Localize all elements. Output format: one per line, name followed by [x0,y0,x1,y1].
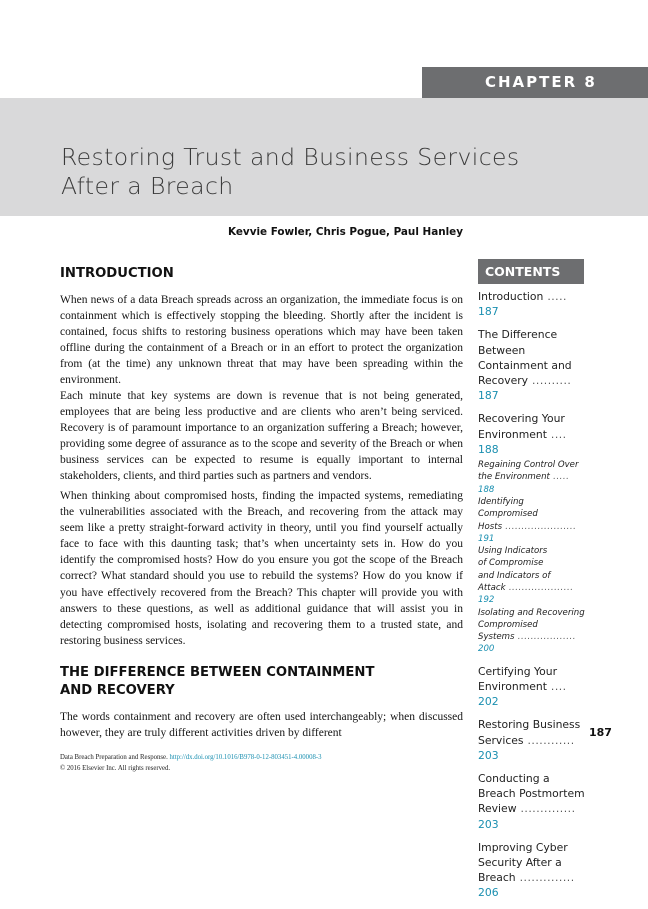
toc-line: Recovery [478,374,529,388]
toc-line: Security After a [478,856,562,870]
toc-page-number[interactable]: 202 [478,695,499,709]
toc-line: Recovering Your [478,412,565,426]
toc-line: of Compromise [478,558,544,569]
toc-line: Hosts [478,521,503,532]
toc-page-number[interactable]: 191 [478,533,495,544]
toc-subentry[interactable] [478,607,586,656]
toc-entry[interactable] [478,327,586,403]
toc-line: Certifying Your [478,664,558,678]
difference-heading-line-1: THE DIFFERENCE BETWEEN CONTAINMENT [60,665,375,680]
toc-line: Regaining Control Over [478,460,579,471]
toc-line: Identifying Compromised [478,496,538,520]
toc-leader-dots: ..... [549,472,570,483]
toc-leader-dots: ...................... [502,521,577,532]
difference-paragraph: The words containment and recovery are often used interchangeably; when discussed however, they are truly different activities driven by different [60,711,463,740]
toc-page-number[interactable]: 203 [478,748,499,762]
toc-line: Systems [478,632,515,643]
toc-page-number[interactable]: 192 [478,595,495,606]
footer-doi-link[interactable]: http://dx.doi.org/10.1016/B978-0-12-803451-4.00008-3 [169,754,322,761]
toc-page-number[interactable]: 200 [478,644,495,655]
toc-line: Review [478,802,517,816]
toc-entry[interactable] [478,289,586,319]
toc-entry[interactable] [478,771,586,832]
toc-line: Introduction [478,290,544,303]
toc-page-number[interactable]: 188 [478,442,499,456]
toc-page-number[interactable]: 187 [478,305,499,319]
toc-entry[interactable] [478,840,586,901]
toc-line: Environment [478,679,547,693]
difference-heading-line-2: AND RECOVERY [60,683,175,698]
chapter-label: CHAPTER 8 [422,67,648,98]
page-number: 187 [589,726,612,739]
intro-paragraph-2: Each minute that key systems are down is revenue that is not being generated, employees that are being less productive and are clients who aren’t being serviced. Recovery is of paramount importance to an organization suffering a Breach; however, providing some degree of assurance as to the scope and severity of the Breach or when business services can be expected to resume is equally important to internal stakeholders, clients, and third parties such as partners and vendors. [60,390,463,483]
toc-leader-dots: ..... [543,290,567,303]
toc-leader-dots: ............ [523,733,575,747]
toc-subentry[interactable] [478,545,586,606]
toc-line: The Difference [478,328,558,342]
toc-leader-dots: .............. [515,871,575,885]
toc-leader-dots: .............. [516,802,576,816]
toc-line: the Environment [478,472,550,483]
toc-line: Breach [478,871,516,885]
toc-line: Improving Cyber [478,840,568,854]
toc-entry[interactable] [478,411,586,457]
toc-line: Environment [478,427,547,441]
toc-line: Compromised [478,619,538,630]
toc-line: Services [478,733,524,747]
toc-leader-dots: .... [546,427,567,441]
contents-heading: CONTENTS [478,259,584,284]
toc-page-number[interactable]: 188 [478,484,495,495]
toc-line: Using Indicators [478,546,548,557]
footer-copyright: © 2016 Elsevier Inc. All rights reserved. [60,765,171,772]
toc-line: Isolating and Recovering [478,607,585,618]
footer-citation [60,754,322,761]
introduction-heading: INTRODUCTION [60,266,174,281]
toc-leader-dots: .................... [505,583,574,593]
toc-line: Containment and [478,358,572,372]
authors: Kevvie Fowler, Chris Pogue, Paul Hanley [228,226,463,238]
intro-paragraph-1: When news of a data Breach spreads across an organization, the immediate focus is on containment which is effectively stopping the bleeding. Shortly after the incident is contained, focus shifts to restoring business operations which may have been taken offline during the containment of a Breach or in an effort to protect the organization from (at the time) any unknown threat that may have been spreading within the environment. [60,294,463,387]
toc-line: Between [478,343,526,357]
toc-page-number[interactable]: 203 [478,817,499,831]
intro-paragraph-3: When thinking about compromised hosts, finding the impacted systems, remediating the vulnerabilities associated with the Breach, and recovering from the attack may seem like a pretty straight-forward activity in theory, until you find yourself actually face to face with this daunting task; that’s when uncertainty sets in. How do you identify the compromised hosts? How do you ensure you got the scope of the Breach correct? What standard should you use to rebuild the systems? How do you know if you have effectively recovered from the Breach? This chapter will provide you with answers to these questions, as well as additional guidance that will assist you in detecting compromised hosts, isolating and recovering them to a trusted state, and restoring business services. [60,490,463,647]
chapter-title-line-1: Restoring Trust and Business Services [61,143,520,171]
toc-subentry[interactable] [478,459,586,496]
toc-entry[interactable] [478,717,586,763]
toc-line: and Indicators of [478,570,551,581]
toc-leader-dots: .... [546,679,567,693]
toc-line: Breach Postmortem [478,787,585,801]
toc-leader-dots: .................. [514,632,576,643]
toc-line: Restoring Business [478,718,581,732]
toc-page-number[interactable]: 206 [478,886,499,900]
footer-book-title: Data Breach Preparation and Response. [60,754,168,761]
toc-line: Conducting a [478,772,550,785]
toc-subentries [478,459,586,656]
toc-subentry[interactable] [478,496,586,545]
chapter-title-line-2: After a Breach [61,172,234,200]
toc-leader-dots: .......... [528,374,572,388]
table-of-contents [478,289,586,909]
toc-line: Attack [478,583,506,593]
toc-page-number[interactable]: 187 [478,389,499,403]
toc-entry[interactable] [478,664,586,710]
